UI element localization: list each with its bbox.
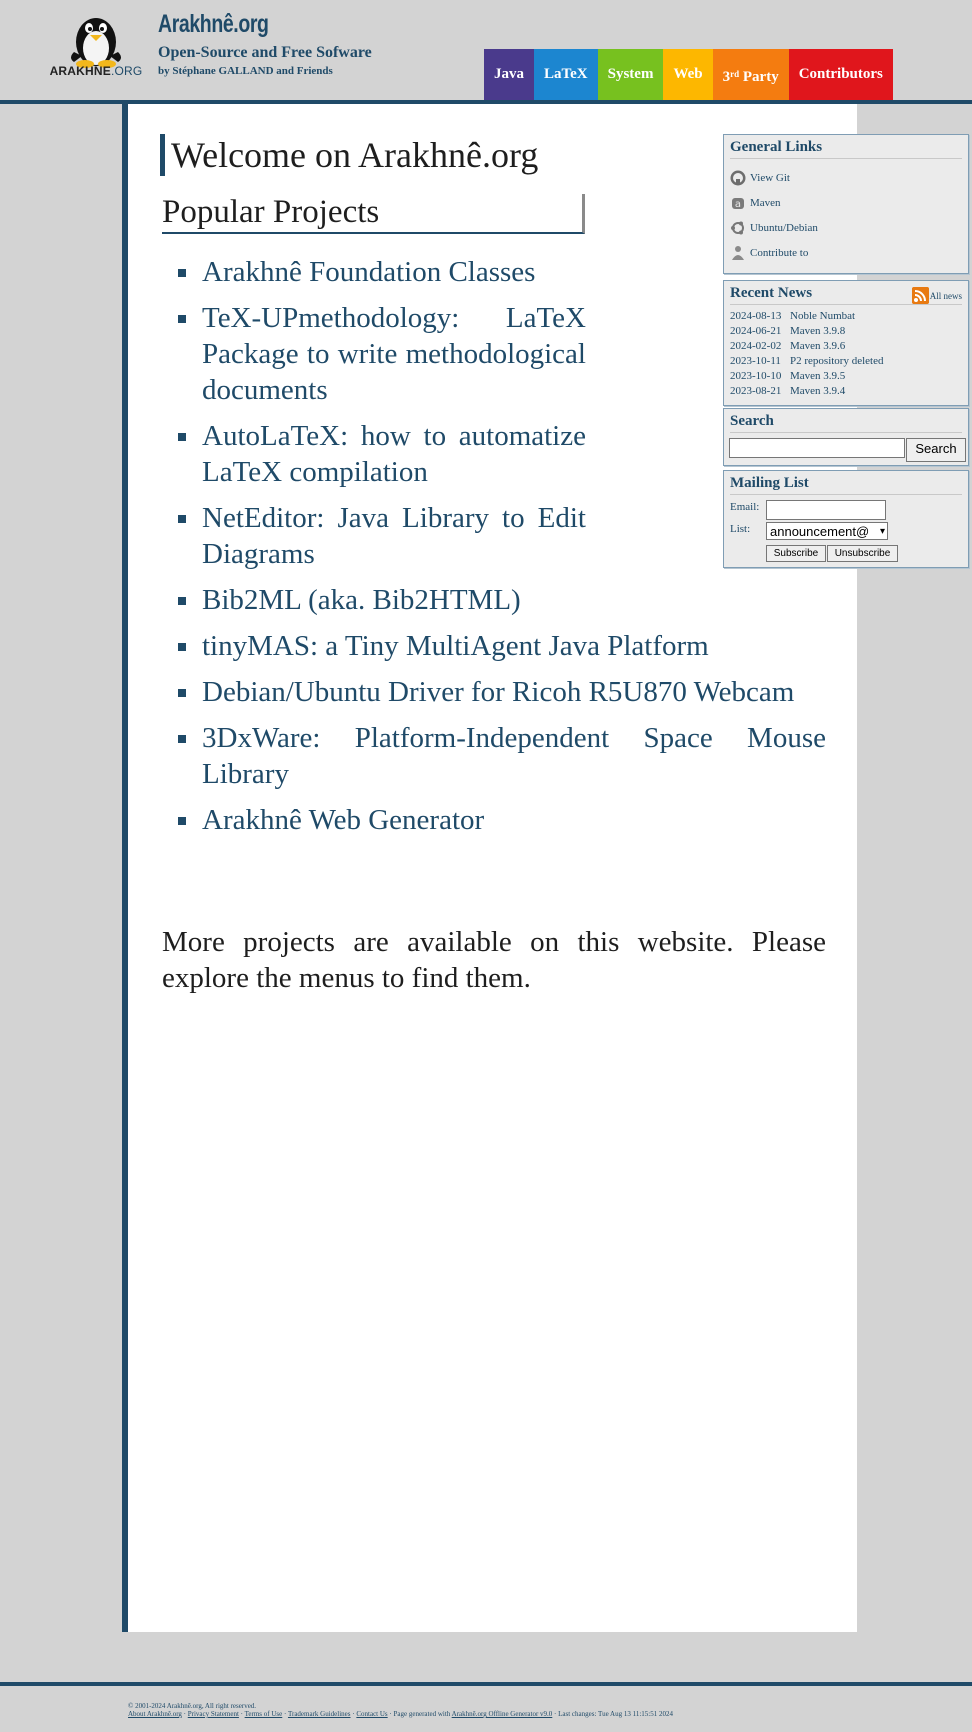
main-content — [122, 104, 962, 1632]
ubuntu-icon — [730, 220, 746, 236]
news-date: 2024-02-02 — [730, 340, 782, 352]
bullet-icon — [178, 643, 186, 651]
footer-copyright: © 2001-2024 Arakhnê.org, All right reserved. — [128, 1702, 257, 1710]
logo-wordmark[interactable] — [48, 64, 144, 78]
search-button[interactable]: Search — [906, 438, 966, 462]
bullet-icon — [178, 817, 186, 825]
news-date: 2023-08-21 — [730, 385, 782, 397]
general-link-label: Contribute to — [750, 246, 809, 259]
svg-text:a: a — [734, 198, 742, 210]
recent-news-title: Recent News — [730, 285, 962, 305]
project-link[interactable]: tinyMAS: a Tiny MultiAgent Java Platform — [202, 630, 709, 662]
list-item — [162, 418, 586, 490]
list-select[interactable] — [766, 522, 888, 540]
logo-word: ARAKHNE — [49, 64, 111, 78]
site-footer — [0, 1682, 972, 1732]
project-link[interactable]: Bib2ML (aka. Bib2HTML) — [202, 584, 521, 616]
nav-tab-latex[interactable]: LaTeX — [534, 49, 598, 100]
list-item — [162, 300, 586, 408]
email-field[interactable] — [766, 500, 886, 520]
list-label: List: — [730, 523, 751, 535]
site-tagline: Open-Source and Free Sofware — [158, 44, 372, 61]
site-name[interactable]: Arakhnê.org — [158, 10, 269, 38]
general-link-label: View Git — [750, 171, 790, 184]
nav-tab-system[interactable]: System — [598, 49, 664, 100]
list-select-value: announcement@ — [770, 524, 870, 539]
project-link[interactable]: TeX-UPmethodology: LaTeX Package to write methodological documents — [202, 302, 586, 406]
list-item — [162, 802, 826, 838]
section-title-popular-projects: Popular Projects — [162, 194, 585, 234]
general-links-title: General Links — [730, 139, 962, 159]
footer-link-terms[interactable]: Terms of Use — [244, 1710, 283, 1718]
subscribe-button[interactable]: Subscribe — [766, 545, 826, 562]
footer-last-changes: Last changes: Tue Aug 13 11:15:51 2024 — [558, 1710, 673, 1718]
all-news-label: All news — [929, 290, 962, 301]
news-text: Maven 3.9.8 — [790, 325, 846, 337]
general-link-maven[interactable] — [730, 190, 968, 215]
project-link[interactable]: Arakhnê Foundation Classes — [202, 256, 536, 288]
list-item — [162, 628, 826, 664]
email-label: Email: — [730, 501, 760, 513]
news-item[interactable] — [730, 384, 968, 399]
search-box — [723, 408, 969, 466]
page-title: Welcome on Arakhnê.org — [160, 134, 538, 176]
general-link-label: Maven — [750, 196, 781, 209]
general-link-contribute[interactable] — [730, 240, 968, 265]
main-navigation — [484, 49, 893, 100]
news-text: Maven 3.9.6 — [790, 340, 846, 352]
news-item[interactable] — [730, 309, 968, 324]
bullet-icon — [178, 433, 186, 441]
project-link[interactable]: Debian/Ubuntu Driver for Ricoh R5U870 Webcam — [202, 676, 795, 708]
general-link-label: Ubuntu/Debian — [750, 221, 818, 234]
bullet-icon — [178, 597, 186, 605]
project-link[interactable]: NetEditor: Java Library to Edit Diagrams — [202, 502, 586, 570]
search-input[interactable] — [729, 438, 905, 458]
news-item[interactable] — [730, 369, 968, 384]
news-date: 2024-08-13 — [730, 310, 782, 322]
bullet-icon — [178, 515, 186, 523]
news-date: 2023-10-10 — [730, 370, 782, 382]
project-link[interactable]: AutoLaTeX: how to automatize LaTeX compilation — [202, 420, 586, 488]
unsubscribe-button[interactable]: Unsubscribe — [827, 545, 898, 562]
footer-link-trademark[interactable]: Trademark Guidelines — [287, 1710, 351, 1718]
general-link-ubuntu-debian[interactable] — [730, 215, 968, 240]
footer-link-about[interactable]: About Arakhnê.org — [128, 1710, 182, 1718]
maven-icon — [730, 195, 746, 211]
news-date: 2024-06-21 — [730, 325, 782, 337]
all-news-link[interactable] — [912, 287, 962, 304]
list-item — [162, 500, 586, 572]
logo-suffix: .ORG — [110, 64, 143, 78]
news-text: Maven 3.9.4 — [790, 385, 846, 397]
list-item — [162, 674, 826, 710]
news-item[interactable] — [730, 354, 968, 369]
news-date: 2023-10-11 — [730, 355, 781, 367]
contribute-icon — [730, 245, 746, 261]
footer-generated-prefix: Page generated with — [393, 1710, 451, 1718]
nav-tab-web[interactable]: Web — [663, 49, 712, 100]
list-item — [162, 582, 826, 618]
general-links-box — [723, 134, 969, 274]
nav-tab-3rd-party-num: 3 — [722, 69, 731, 85]
project-link[interactable]: Arakhnê Web Generator — [202, 804, 485, 836]
news-text: P2 repository deleted — [790, 355, 884, 367]
footer-link-contact[interactable]: Contact Us — [356, 1710, 388, 1718]
nav-tab-3rd-party[interactable] — [713, 49, 789, 100]
list-item — [162, 720, 826, 792]
news-item[interactable] — [730, 324, 968, 339]
news-text: Maven 3.9.5 — [790, 370, 846, 382]
footer-link-generator[interactable]: Arakhnê.org Offline Generator v9.0 — [451, 1710, 553, 1718]
general-link-view-git[interactable] — [730, 165, 968, 190]
list-item — [162, 254, 586, 290]
news-text: Noble Numbat — [790, 310, 856, 322]
chevron-down-icon: ▾ — [879, 526, 885, 537]
nav-tab-contributors[interactable]: Contributors — [789, 49, 893, 100]
github-icon — [730, 170, 746, 186]
bullet-icon — [178, 735, 186, 743]
mailing-list-box — [723, 470, 969, 568]
bullet-icon — [178, 689, 186, 697]
search-title: Search — [730, 413, 962, 433]
footer-links: About Arakhnê.org · Privacy Statement · Terms of Use · Trademark Guidelines · Contact Us · Page generated with Arakhnê.org Offline Generator v9.0 · Last changes: Tue Aug 13 11:15:51 2024 — [128, 1710, 673, 1718]
nav-tab-3rd-party-sup: rd — [730, 69, 740, 79]
recent-news-box — [723, 280, 969, 406]
bullet-icon — [178, 315, 186, 323]
rss-icon — [912, 287, 929, 304]
site-authors: by Stéphane GALLAND and Friends — [158, 65, 333, 77]
footer-link-privacy[interactable]: Privacy Statement — [187, 1710, 239, 1718]
site-header — [0, 0, 972, 104]
nav-tab-3rd-party-rest: Party — [739, 69, 779, 85]
nav-tab-java[interactable]: Java — [484, 49, 534, 100]
mailing-list-title: Mailing List — [730, 475, 962, 495]
bullet-icon — [178, 269, 186, 277]
more-projects-text: More projects are available on this website. Please explore the menus to find them. — [162, 926, 826, 994]
news-item[interactable] — [730, 339, 968, 354]
project-link[interactable]: 3DxWare: Platform-Independent Space Mouse Library — [202, 722, 826, 790]
